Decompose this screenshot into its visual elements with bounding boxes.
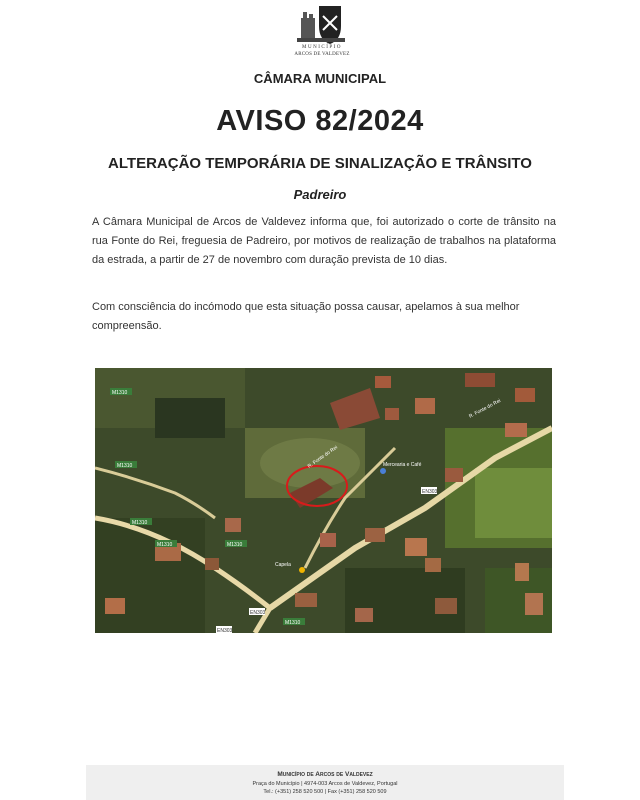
footer (86, 765, 564, 800)
notice-paragraph-1: A Câmara Municipal de Arcos de Valdevez informa que, foi autorizado o corte de trânsito na rua Fonte do Rei, freguesia de Padreiro, por motivos de realização de trabalhos na plataforma da estrada, a partir de 27 de novembro com duração prevista de 10 dias. (92, 216, 556, 266)
map-road-label: M1310 (112, 390, 128, 396)
map-road-label: M1310 (285, 620, 301, 626)
map-poi-label: Mercearia e Café (383, 462, 422, 468)
map-code-label: EN303 (250, 610, 266, 616)
map-road-label: M1310 (132, 520, 148, 526)
map-poi-label: Capela (275, 562, 291, 568)
municipality-logo (287, 2, 357, 62)
logo-line-name: ARCOS DE VALDEVEZ (294, 52, 350, 57)
satellite-map-image (95, 368, 552, 633)
map-street-label: R. Fonte do Rei (306, 444, 339, 470)
logo-line-municipio: MUNICÍPIO (302, 45, 342, 50)
notice-paragraph-2: Com consciência do incómodo que esta situação possa causar, apelamos à sua melhor compreensão. (92, 301, 520, 332)
footer-municipality: Município de Arcos de Valdevez (277, 771, 373, 778)
notice-location: Padreiro (293, 187, 347, 202)
footer-contacts: Tel.: (+351) 258 520 500 | Fax (+351) 258 520 509 (263, 789, 387, 795)
location-map (95, 368, 552, 633)
notice-subject: ALTERAÇÃO TEMPORÁRIA DE SINALIZAÇÃO E TRÂNSITO (108, 155, 532, 172)
map-road-label: M1310 (117, 463, 133, 469)
map-road-label: M1310 (227, 542, 243, 548)
map-road-label: M1310 (157, 542, 173, 548)
map-street-label: R. Fonte do Rei (468, 398, 502, 420)
map-pin-icon (299, 567, 305, 573)
footer-address: Praça do Município | 4974-003 Arcos de Valdevez, Portugal (252, 781, 398, 787)
map-code-label: EN303 (217, 628, 233, 633)
organization-heading: CÂMARA MUNICIPAL (253, 71, 387, 86)
notice-title: AVISO 82/2024 (216, 105, 424, 137)
map-pin-icon (380, 468, 386, 474)
map-code-label: EN303 (422, 489, 438, 495)
municipality-crest-icon (297, 2, 347, 46)
